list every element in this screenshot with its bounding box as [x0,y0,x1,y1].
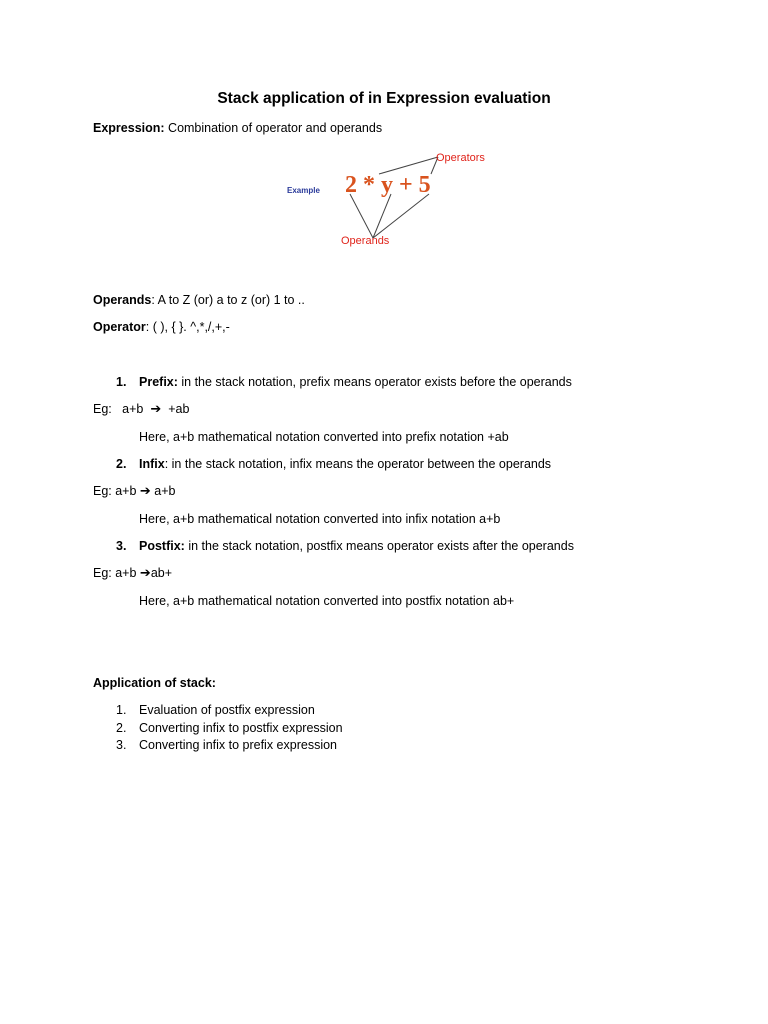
arrow-right-icon: ➔ [150,401,162,416]
notation-postfix-note: Here, a+b mathematical notation converted into postfix notation ab+ [139,594,515,608]
notation-name: Infix [139,457,165,471]
arrow-right-icon: ➔ [139,483,151,498]
notation-infix-note: Here, a+b mathematical notation converted into infix notation a+b [139,512,501,526]
example-result: a+b [150,484,176,498]
notation-description: in the stack notation, postfix means operator exists after the operands [184,539,574,553]
operator-text: : ( ), { }. ^,*,/,+,- [145,320,230,334]
operator-definition [93,319,230,335]
operands-label: Operands [93,293,152,307]
figure-operators-label: Operators [436,152,485,164]
page-title: Stack application of in Expression evaluation [217,90,551,107]
notation-postfix-definition [139,538,574,554]
list-item: Converting infix to postfix expression [139,721,343,735]
applications-heading: Application of stack: [93,676,216,690]
notation-name: Prefix: [139,375,178,389]
notation-prefix-note: Here, a+b mathematical notation converted into prefix notation +ab [139,430,509,444]
arrow-right-icon: ➔ [139,565,151,580]
notation-postfix-example [93,565,172,581]
notation-number: 3. [116,539,127,553]
notation-number: 2. [116,457,127,471]
notation-prefix-definition [139,374,572,390]
list-item-number: 1. [116,703,127,717]
operands-definition [93,292,305,308]
expression-label: Expression: [93,121,165,135]
figure-expression: 2 * y + 5 [345,172,431,198]
figure-operands-label: Operands [341,235,390,247]
expression-example-figure [273,142,495,256]
list-item: Evaluation of postfix expression [139,703,315,717]
example-result: ab+ [150,566,173,580]
notation-infix-example [93,483,176,499]
list-item-number: 2. [116,721,127,735]
operator-label: Operator [93,320,146,334]
operand-pointer-line-1 [350,194,373,238]
notation-number: 1. [116,375,127,389]
notation-infix-definition [139,456,551,472]
expression-text: Combination of operator and operands [164,121,383,135]
expression-definition [93,120,382,136]
notation-description: : in the stack notation, infix means the operator between the operands [164,457,552,471]
list-item: Converting infix to prefix expression [139,738,338,752]
notation-name: Postfix: [139,539,185,553]
operands-text: : A to Z (or) a to z (or) 1 to .. [151,293,305,307]
notation-prefix-example [93,401,189,417]
example-input: Eg: a+b [93,566,140,580]
example-result: +ab [161,402,190,416]
example-input: Eg: a+b [93,402,151,416]
figure-example-label: Example [287,186,320,195]
list-item-number: 3. [116,738,127,752]
operand-pointer-line-3 [373,194,429,238]
notation-description: in the stack notation, prefix means operator exists before the operands [177,375,572,389]
example-input: Eg: a+b [93,484,140,498]
